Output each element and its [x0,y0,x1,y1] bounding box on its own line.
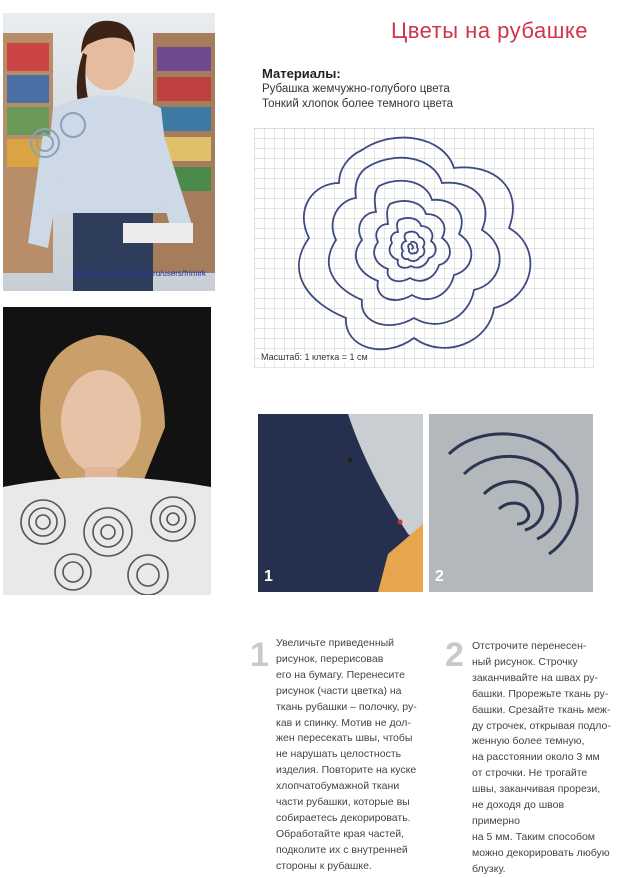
flower-pattern-grid [254,128,594,368]
photo-woman-flower-top [3,307,211,595]
materials-item-cotton: Тонкий хлопок более темного цвета [262,98,454,110]
materials-heading: Материалы: [262,66,341,81]
step-number-1: 1 [250,636,269,674]
step-text-1: Увеличьте приведенный рисунок, перерисовав его на бумагу. Перенесите рисунок (части цветка) на ткань рубашки – полочку, ру- кав и спинку. Мотив не дол- жен пересекать швы, чтобы не нарушать целостность изделия. Повторите на куске хлопчатобумажной ткани части рубашки, которые вы собираетесь декорировать. Обработайте края частей, подколите их с внутренней стороны к рубашке. [276,637,417,872]
step-text-2: Отстрочите перенесен- ный рисунок. Строчку заканчивайте на швах ру- башки. Прорежьте ткань ру- башки. Срезайте ткань меж- ду строчек, открывая подло- женную более темную, на расстоянии около 3 мм от строчки. Не трогайте швы, заканчивая прорези, не доходя до швов примерно на 5 мм. Таким способом можно декорировать любую блузку. [472,640,611,875]
step-photo-2 [429,414,593,592]
photo-woman-bookshelf-illustration [3,13,215,291]
flower-pattern-diagram [254,128,594,368]
materials-item-shirt: Рубашка жемчужно-голубого цвета [262,83,450,95]
step-photo-1-label: 1 [264,568,273,585]
page-title: Цветы на рубашке [390,18,588,43]
photo-woman-bookshelf [3,13,215,291]
step-photo-1 [258,414,423,592]
photo-credit-url[interactable]: http://www.liveinternet.ru/users/frimirk [73,269,206,278]
scale-label: Масштаб: 1 клетка = 1 см [261,352,368,362]
photo-woman-flower-top-illustration [3,307,211,595]
step-number-2: 2 [445,636,464,674]
step-photo-2-illustration [429,414,593,592]
step-photo-2-label: 2 [435,568,444,585]
step-photo-1-illustration [258,414,423,592]
